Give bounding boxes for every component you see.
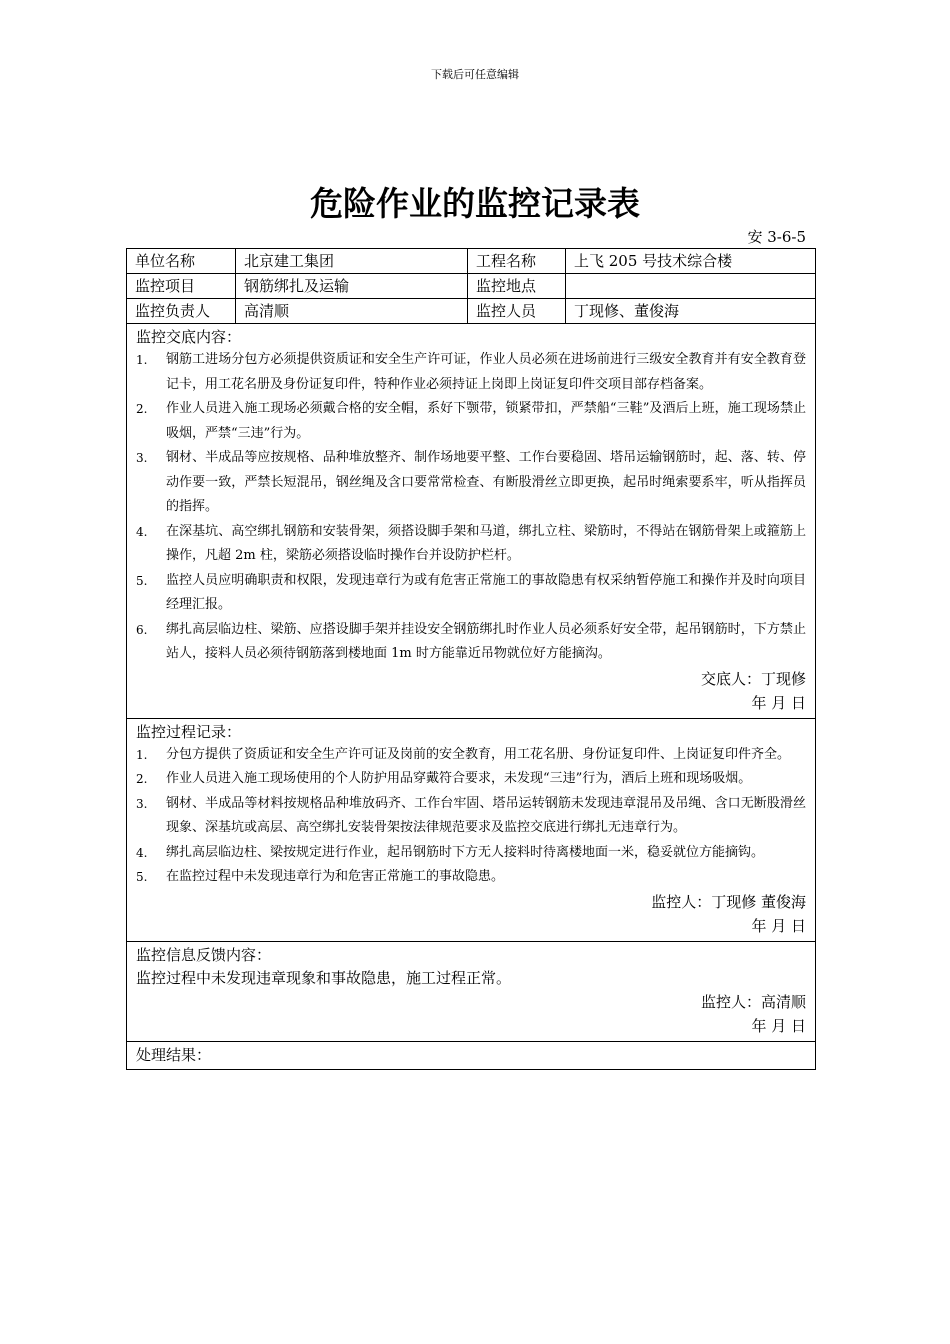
- item-label: 监控项目: [127, 274, 236, 298]
- item-text: 分包方提供了资质证和安全生产许可证及岗前的安全教育，用工花名册、身份证复印件、上岗证复印件齐全。: [166, 746, 791, 762]
- item-text: 作业人员进入施工现场必须戴合格的安全帽，系好下颚带，锁紧带扣，严禁船“三鞋”及酒后上班，施工现场禁止吸烟，严禁“三违”行为。: [166, 401, 806, 441]
- item-number: 3.: [136, 796, 148, 811]
- list-item: [136, 446, 806, 520]
- location-label: 监控地点: [468, 274, 566, 298]
- unit-value: 北京建工集团: [236, 249, 468, 273]
- item-number: 2.: [136, 402, 148, 416]
- info-row-1: [127, 249, 815, 274]
- process-title: 监控过程记录：: [136, 722, 242, 741]
- unit-label: 单位名称: [127, 249, 236, 273]
- info-row-3: [127, 299, 815, 324]
- list-item: [136, 743, 806, 768]
- item-number: 4.: [136, 845, 148, 860]
- leader-value: 高清顺: [236, 299, 468, 323]
- info-row-2: [127, 274, 815, 299]
- list-item: [136, 792, 806, 841]
- item-number: 2.: [136, 772, 148, 786]
- item-number: 4.: [136, 524, 148, 539]
- item-text: 钢材、半成品等材料按规格品种堆放码齐、工作台牢固、塔吊运转钢筋未发现违章混吊及吊绳、含口无断股滑丝现象、深基坑或高层、高空绑扎安装骨架按法律规范要求及监控交底进行绑扎无违章行为。: [166, 795, 806, 835]
- item-number: 3.: [136, 451, 148, 465]
- item-number: 5.: [136, 573, 148, 588]
- list-item: [136, 569, 806, 618]
- result-title: 处理结果：: [136, 1045, 212, 1064]
- list-item: [136, 865, 806, 890]
- feedback-content: 监控过程中未发现违章现象和事故隐患，施工过程正常。: [136, 968, 512, 987]
- list-item: [136, 618, 806, 667]
- briefing-list: [136, 348, 806, 667]
- item-number: 5.: [136, 870, 148, 884]
- item-text: 绑扎高层临边柱、梁按规定进行作业，起吊钢筋时下方无人接料时待离楼地面一米，稳妥就位方能摘钩。: [166, 844, 765, 860]
- location-value: [566, 274, 815, 298]
- project-label: 工程名称: [468, 249, 566, 273]
- feedback-signer: 监控人：高清顺: [700, 992, 806, 1011]
- item-text: 钢筋工进场分包方必须提供资质证和安全生产许可证，作业人员必须在进场前进行三级安全教育并有安全教育登记卡，用工花名册及身份证复印件，特种作业必须持证上岗即上岗证复印件交项目部存档备案。: [166, 352, 806, 392]
- process-signer: 监控人：丁现修 董俊海: [651, 892, 806, 911]
- list-item: [136, 767, 806, 792]
- header-note: 下载后可任意编辑: [431, 68, 519, 81]
- briefing-date: 年 月 日: [751, 693, 806, 712]
- staff-label: 监控人员: [468, 299, 566, 323]
- item-text: 在监控过程中未发现违章行为和危害正常施工的事故隐患。: [166, 869, 505, 884]
- list-item: [136, 348, 806, 397]
- briefing-signer: 交底人：丁现修: [700, 669, 806, 688]
- item-text: 绑扎高层临边柱、梁筋、应搭设脚手架并挂设安全钢筋绑扎时作业人员必须系好安全带，起吊钢筋时，下方禁止站人，接料人员必须待钢筋落到楼地面 1m 时方能靠近吊物就位好方能摘沟。: [166, 621, 806, 661]
- list-item: [136, 520, 806, 569]
- result-section: [127, 1042, 815, 1069]
- list-item: [136, 841, 806, 866]
- process-list: [136, 743, 806, 890]
- staff-value: 丁现修、董俊海: [574, 302, 680, 320]
- item-text: 在深基坑、高空绑扎钢筋和安装骨架，须搭设脚手架和马道，绑扎立柱、梁筋时，不得站在钢筋骨架上或箍筋上操作，凡超 2m 柱，梁筋必须搭设临时操作台并设防护栏杆。: [166, 523, 806, 563]
- item-number: 1.: [136, 353, 148, 367]
- list-item: [136, 397, 806, 446]
- briefing-section: [127, 324, 815, 719]
- briefing-title: 监控交底内容：: [136, 328, 242, 346]
- page-title: 危险作业的监控记录表: [310, 184, 640, 223]
- feedback-title: 监控信息反馈内容：: [136, 945, 272, 964]
- item-text: 钢材、半成品等应按规格、品种堆放整齐、制作场地要平整、工作台要稳固、塔吊运输钢筋时，起、落、转、停动作要一致，严禁长短混吊，钢丝绳及含口要常常检查、有断股滑丝立即更换，起吊时绳索要系牢，听从指挥员的指挥。: [166, 450, 806, 514]
- form-code: 安 3-6-5: [747, 228, 806, 246]
- process-date: 年 月 日: [751, 916, 806, 935]
- item-number: 1.: [136, 747, 148, 762]
- process-section: [127, 719, 815, 942]
- project-value: 上飞 205 号技术综合楼: [574, 252, 733, 270]
- item-text: 作业人员进入施工现场使用的个人防护用品穿戴符合要求，未发现“三违”行为，酒后上班和现场吸烟。: [166, 771, 752, 786]
- item-value: 钢筋绑扎及运输: [236, 274, 468, 298]
- item-text: 监控人员应明确职责和权限，发现违章行为或有危害正常施工的事故隐患有权采纳暂停施工和操作并及时向项目经理汇报。: [166, 572, 806, 612]
- item-number: 6.: [136, 622, 148, 637]
- leader-label: 监控负责人: [127, 299, 236, 323]
- monitoring-form: [126, 248, 816, 1070]
- feedback-date: 年 月 日: [751, 1016, 806, 1035]
- feedback-section: [127, 942, 815, 1042]
